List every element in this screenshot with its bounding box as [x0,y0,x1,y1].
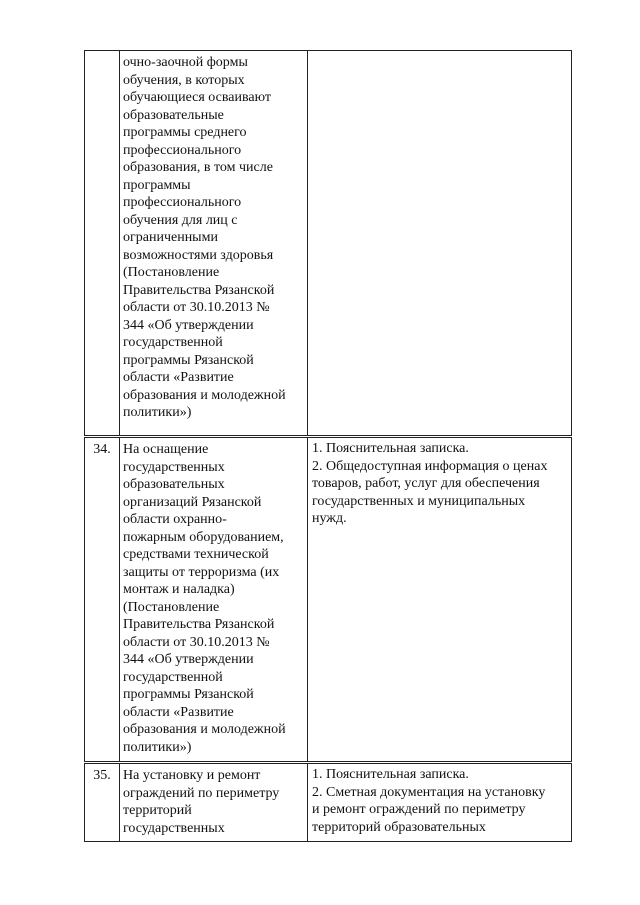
document-text-line: 2. Общедоступная информация о ценах [312,458,548,474]
purpose-text-line: обучения, в которых [123,72,245,88]
document-text-line: 2. Сметная документация на установку [312,784,546,800]
table-row [85,51,572,437]
purpose-text-line: области от 30.10.2013 № [123,634,270,650]
purpose-text-line: политики») [123,739,192,755]
table-body [85,51,572,842]
purpose-text-line: Правительства Рязанской [123,617,275,632]
purpose-text-line: государственных [123,820,225,836]
subsidy-purpose-cell [120,763,308,842]
purpose-text-line: территорий [123,803,192,818]
subsidy-purpose-cell [120,437,308,763]
purpose-text-line: монтаж и наладка) [123,582,235,597]
purpose-text-line: программы Рязанской [123,352,254,368]
required-documents-cell [308,437,572,763]
row-number-cell [85,437,120,763]
purpose-text-line: защиты от терроризма (их [123,564,280,580]
document-text-line: 1. Пояснительная записка. [312,441,469,456]
table-row [85,437,572,763]
purpose-text-line: ограждений по периметру [123,785,280,801]
purpose-text-line: образовательных [123,477,225,492]
row-number-cell [85,763,120,842]
purpose-text-line: ограниченными [123,230,218,245]
purpose-text-line: программы Рязанской [123,687,254,702]
purpose-text-line: образовательные [123,107,224,123]
purpose-text-line: государственной [123,669,223,685]
required-documents-cell [308,51,572,437]
purpose-text-line: программы среднего [123,125,247,140]
purpose-text-line: организаций Рязанской [123,494,262,510]
purpose-text-line: профессионального [123,195,242,210]
purpose-text-line: обучения для лиц с [123,212,238,228]
subsidy-documents-table [84,50,572,842]
purpose-text-line: программы [123,177,191,193]
purpose-text-line: образования и молодежной [123,722,286,737]
purpose-text-line: 344 «Об утверждении [123,652,254,667]
purpose-text-line: профессионального [123,142,242,158]
document-text-line: и ремонт ограждений по периметру [312,802,526,817]
document-text-line: 1. Пояснительная записка. [312,767,469,782]
purpose-text-line: области охранно- [123,512,227,527]
purpose-text-line: политики») [123,405,192,420]
purpose-text-line: (Постановление [123,265,220,280]
purpose-text-line: Правительства Рязанской [123,282,275,298]
table-row [85,763,572,842]
subsidy-purpose-cell [120,51,308,437]
document-text-line: товаров, работ, услуг для обеспечения [312,476,540,491]
purpose-text-line: пожарным оборудованием, [123,529,284,545]
purpose-text-line: государственных [123,459,225,475]
document-text-line: нужд. [312,511,347,526]
row-number-cell [85,51,120,437]
purpose-text-line: На установку и ремонт [123,768,261,783]
purpose-text-line: (Постановление [123,599,220,615]
document-text-line: территорий образовательных [312,819,486,835]
purpose-text-line: государственной [123,335,223,350]
purpose-text-line: очно-заочной формы [123,55,248,70]
purpose-text-line: На оснащение [123,442,209,457]
row-number: 34. [93,442,111,457]
purpose-text-line: образования, в том числе [123,160,273,175]
purpose-text-line: области «Развитие [123,704,234,720]
purpose-text-line: области от 30.10.2013 № [123,300,270,315]
required-documents-cell [308,763,572,842]
purpose-text-line: образования и молодежной [123,387,286,403]
purpose-text-line: средствами технической [123,547,269,562]
row-number: 35. [93,768,111,783]
purpose-text-line: возможностями здоровья [123,247,274,263]
purpose-text-line: обучающиеся осваивают [123,90,272,105]
document-text-line: государственных и муниципальных [312,493,526,509]
purpose-text-line: 344 «Об утверждении [123,317,254,333]
purpose-text-line: области «Развитие [123,370,234,385]
